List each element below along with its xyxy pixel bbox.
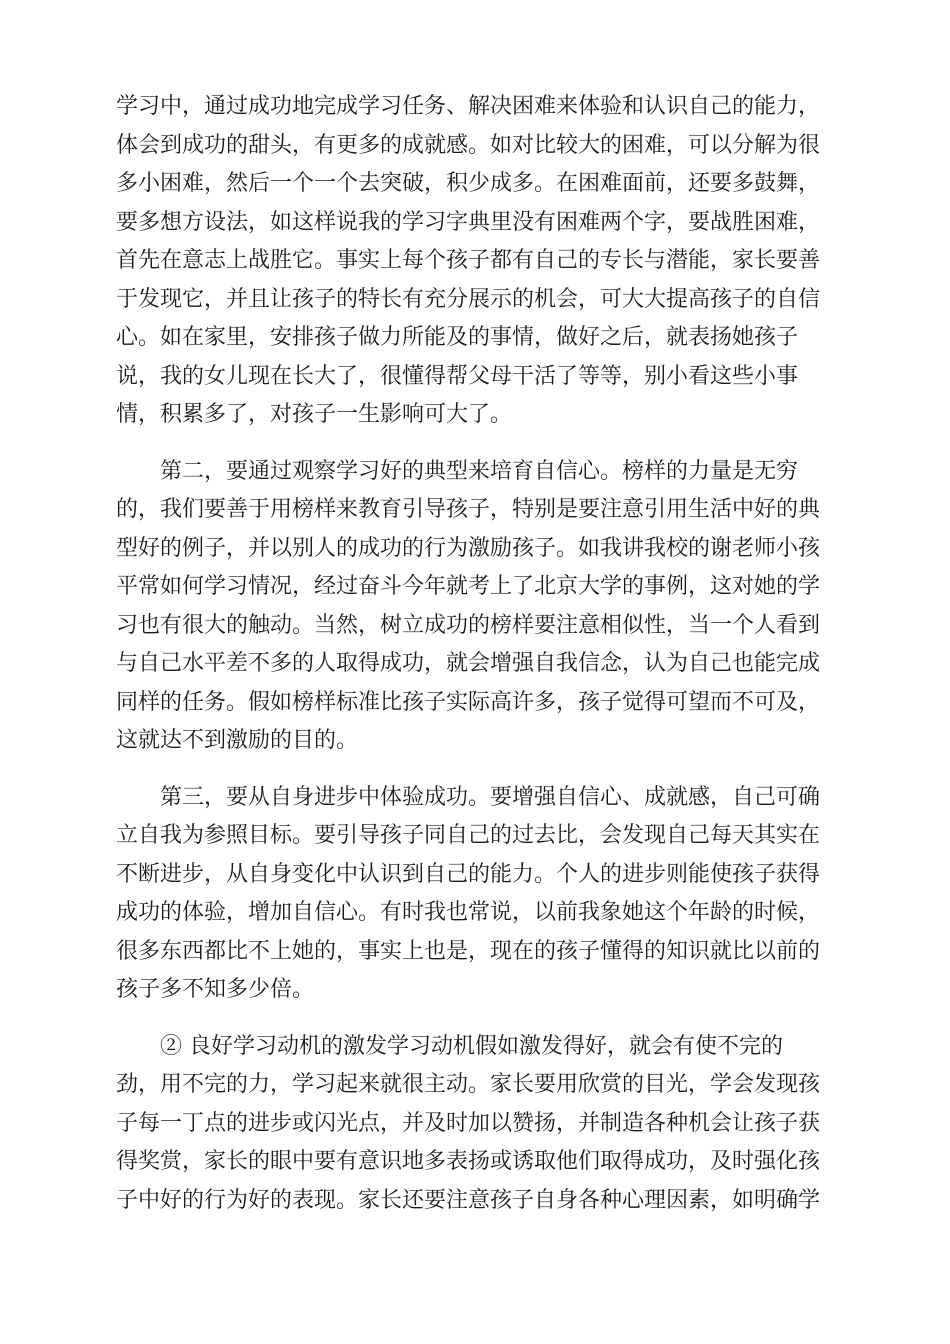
text-line: 说，我的女儿现在长大了，很懂得帮父母干活了等等，别小看这些小事	[116, 363, 799, 389]
text-line: 的，我们要善于用榜样来教育引导孩子，特别是要注意引用生活中好的典	[116, 497, 821, 522]
text-line: 平常如何学习情况，经过奋斗今年就考上了北京大学的事例，这对她的学	[116, 574, 821, 599]
text-line: 子每一丁点的进步或闪光点，并及时加以赞扬，并制造各种机会让孩子获	[116, 1110, 821, 1136]
text-line: 型好的例子，并以别人的成功的行为激励孩子。如我讲我校的谢老师小孩	[116, 535, 821, 561]
text-line: 体会到成功的甜头，有更多的成就感。如对比较大的困难，可以分解为很	[116, 132, 821, 158]
document-body	[116, 88, 836, 1238]
text-line: 第三，要从自身进步中体验成功。要增强自信心、成就感，自己可确	[160, 784, 821, 810]
text-line: 立自我为参照目标。要引导孩子同自己的过去比，会发现自己每天其实在	[116, 823, 821, 848]
text-line: 子中好的行为好的表现。家长还要注意孩子自身各种心理因素，如明确学	[116, 1187, 821, 1213]
text-line: 很多东西都比不上她的，事实上也是，现在的孩子懂得的知识就比以前的	[116, 938, 821, 964]
text-line: 心。如在家里，安排孩子做力所能及的事情，做好之后，就表扬她孩子	[116, 325, 799, 350]
text-line: 得奖赏，家长的眼中要有意识地多表扬或诱取他们取得成功，及时强化孩	[116, 1149, 821, 1174]
text-line: 孩子多不知多少倍。	[116, 977, 315, 1002]
text-line: ② 良好学习动机的激发学习动机假如激发得好，就会有使不完的	[160, 1033, 783, 1059]
text-line: 第二，要通过观察学习好的典型来培育自信心。榜样的力量是无穷	[160, 458, 799, 484]
text-line: 习也有很大的触动。当然，树立成功的榜样要注意相似性，当一个人看到	[116, 612, 821, 638]
text-line: 成功的体验，增加自信心。有时我也常说，以前我象她这个年龄的时候，	[116, 900, 821, 925]
text-line: 这就达不到激励的目的。	[116, 728, 359, 753]
text-line: 不断进步，从自身变化中认识到自己的能力。个人的进步则能使孩子获得	[116, 861, 821, 887]
text-line: 多小困难，然后一个一个去突破，积少成多。在困难面前，还要多鼓舞，	[116, 171, 821, 196]
text-line: 首先在意志上战胜它。事实上每个孩子都有自己的专长与潜能，家长要善	[116, 248, 821, 273]
paragraph	[116, 779, 836, 1010]
text-line: 于发现它，并且让孩子的特长有充分展示的机会，可大大提高孩子的自信	[116, 286, 821, 312]
text-line: 劲，用不完的力，学习起来就很主动。家长要用欣赏的目光，学会发现孩	[116, 1072, 821, 1097]
text-line: 情，积累多了，对孩子一生影响可大了。	[116, 402, 513, 427]
paragraph	[116, 1028, 836, 1221]
text-line: 学习中，通过成功地完成学习任务、解决困难来体验和认识自己的能力，	[116, 94, 821, 119]
paragraph	[116, 453, 836, 761]
text-line: 与自己水平差不多的人取得成功，就会增强自我信念，认为自己也能完成	[116, 651, 821, 676]
text-line: 要多想方设法，如这样说我的学习字典里没有困难两个字，要战胜困难，	[116, 209, 821, 235]
paragraph	[116, 88, 836, 435]
text-line: 同样的任务。假如榜样标准比孩子实际高许多，孩子觉得可望而不可及，	[116, 689, 821, 715]
